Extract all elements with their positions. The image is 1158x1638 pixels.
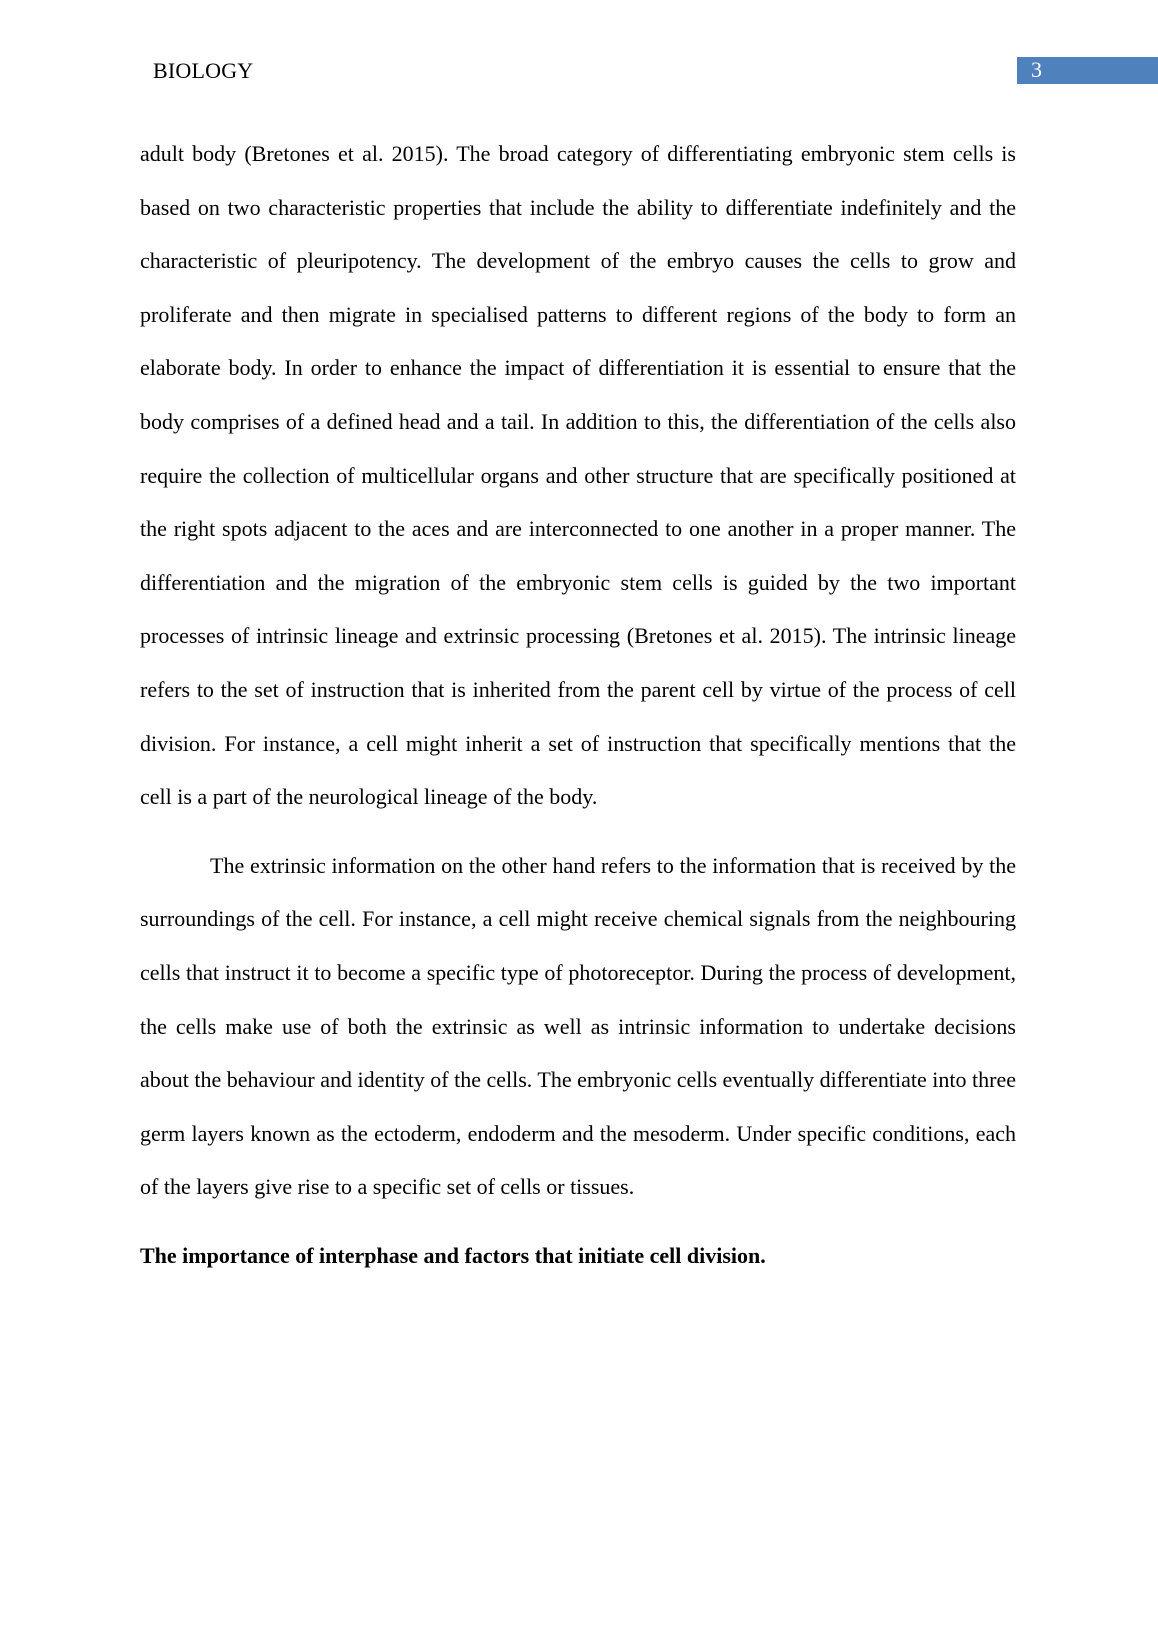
paragraph-1: adult body (Bretones et al. 2015). The broad category of differentiating embryonic stem cells is based on two characteristic properties that include the ability to differentiate indefinitely and the characteristic of pleuripotency. The development of the embryo causes the cells to grow and proliferate and then migrate in specialised patterns to different regions of the body to form an elaborate body. In order to enhance the impact of differentiation it is essential to ensure that the body comprises of a defined head and a tail. In addition to this, the differentiation of the cells also require the collection of multicellular organs and other structure that are specifically positioned at the right spots adjacent to the aces and are interconnected to one another in a proper manner. The differentiation and the migration of the embryonic stem cells is guided by the two important processes of intrinsic lineage and extrinsic processing (Bretones et al. 2015). The intrinsic lineage refers to the set of instruction that is inherited from the parent cell by virtue of the process of cell division. For instance, a cell might inherit a set of instruction that specifically mentions that the cell is a part of the neurological lineage of the body. bbox=[140, 141, 1016, 810]
section-heading: The importance of interphase and factors that initiate cell division. bbox=[140, 1242, 766, 1268]
page-number-box bbox=[1017, 57, 1158, 84]
running-head: BIOLOGY bbox=[153, 58, 254, 83]
paragraph-2: The extrinsic information on the other hand refers to the information that is received by the surroundings of the cell. For instance, a cell might receive chemical signals from the neighbouring cells that instruct it to become a specific type of photoreceptor. During the process of development, the cells make use of both the extrinsic as well as intrinsic information to undertake decisions about the behaviour and identity of the cells. The embryonic cells eventually differentiate into three germ layers known as the ectoderm, endoderm and the mesoderm. Under specific conditions, each of the layers give rise to a specific set of cells or tissues. bbox=[140, 852, 1016, 1200]
page-number: 3 bbox=[1031, 57, 1042, 82]
body-text bbox=[140, 127, 1016, 1282]
